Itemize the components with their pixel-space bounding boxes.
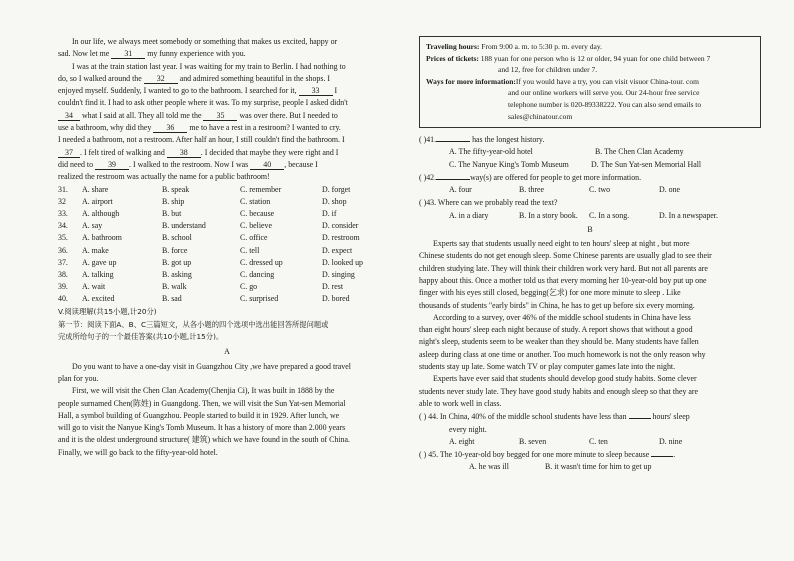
passage-a-line: Do you want to have a one-day visit in Guangzhou City ,we have prepared a good travel [72, 361, 351, 371]
option-d[interactable]: D. forget [322, 184, 351, 194]
cloze-passage-line: enjoyed myself. Suddenly, I wanted to go to the bathroom. I searched for it, 33 I [58, 86, 338, 96]
cloze-passage-line: sad. Now let me 31 my funny experience with you. [58, 49, 246, 59]
option-a[interactable]: A. The fifty-year-old hotel [449, 147, 533, 157]
q43-options-row [419, 210, 761, 222]
right-column [419, 36, 761, 474]
option-a[interactable]: A. excited [82, 294, 115, 304]
option-c[interactable]: C. dancing [240, 269, 275, 279]
option-a[interactable]: A. four [449, 185, 472, 195]
passage-a-label: A [224, 347, 230, 357]
cloze-blank[interactable]: 40 [250, 160, 284, 170]
choice-row: 33. A. although B. but C. because D. if [58, 208, 396, 220]
cloze-passage-line: In our life, we always meet somebody or something that makes us excited, happy or [72, 37, 338, 46]
passage-b-line: finger with his eyes still closed, begging(乞求) for one more minute to sleep . Like [419, 288, 681, 298]
cloze-blank[interactable]: 34 [58, 111, 80, 121]
option-b[interactable]: B. seven [519, 436, 547, 446]
cloze-blank[interactable]: 39 [95, 160, 129, 170]
option-c[interactable]: C. surprised [240, 294, 279, 304]
info-ways: Ways for more information:If you would have a try, you can visit visuor China-tour. com [426, 76, 699, 86]
travel-info-box [419, 36, 761, 128]
passage-b-label: B [587, 224, 593, 234]
option-d[interactable]: D. rest [322, 282, 344, 292]
passage-a-line: will go to visit the Nanyue King's Tomb Museum. It has a history of more than 2.000 years [58, 423, 346, 433]
question-44-cont: every night. [449, 424, 487, 434]
passage-a-line: and it is the oldest underground structure( 建筑) which we have found in the south of China. [58, 435, 350, 445]
q45-options-row [419, 461, 761, 473]
passage-b-line: students never study late. They have good study habits and enough sleep so that they are [419, 386, 699, 396]
question-43: ( )43. Where can we probably read the text? [419, 198, 558, 208]
cloze-blank[interactable]: 37 [58, 148, 80, 158]
option-b[interactable]: B. force [162, 245, 188, 255]
option-d[interactable]: D. looked up [322, 257, 363, 267]
cloze-passage-line: use a bathroom, why did they 36 me to have a rest in a restroom? I wanted to cry. [58, 123, 341, 133]
option-a[interactable]: A. although [82, 208, 120, 218]
cloze-passage-line: couldn't find it. I had to ask other people where it was. To my surprise, people I asked didn't [58, 98, 348, 108]
option-c[interactable]: C. dressed up [240, 257, 283, 267]
option-b[interactable]: B. understand [162, 221, 206, 231]
choice-row: 38. A. talking B. asking C. dancing D. singing [58, 269, 396, 281]
choice-row: 34. A. say B. understand C. believe D. consider [58, 220, 396, 232]
passage-b-line: students stay up late. Some watch TV or play computer games late into the night. [419, 362, 676, 372]
choice-row: 35. A. bathroom B. school C. office D. restroom [58, 232, 396, 244]
passage-a-line: Hall, a symbol building of Guangzhou. People started to build it in 1929. After lunch, we [58, 410, 340, 420]
option-a[interactable]: A. gave up [82, 257, 117, 267]
cloze-passage-line: realized the restroom was actually the name for a public bathroom! [58, 172, 270, 182]
choice-row: 40. A. excited B. sad C. surprised D. bored [58, 293, 396, 305]
option-b[interactable]: B. The Chen Clan Academy [595, 147, 684, 157]
option-a[interactable]: A. in a diary [449, 210, 489, 220]
cloze-blank[interactable]: 36 [153, 123, 187, 133]
passage-a-line: First, we will visit the Chen Clan Academy(Chenjia Ci), It was built in 1888 by the [72, 386, 335, 396]
option-a[interactable]: A. eight [449, 436, 475, 446]
passage-a-line: people surnamed Chen(陈姓) in Guangdong. Then, we will visit the Sun Yat-sen Memorial [58, 398, 346, 408]
option-c[interactable]: C. remember [240, 184, 282, 194]
cloze-blank[interactable]: 33 [299, 86, 333, 96]
option-d[interactable]: D. one [659, 185, 681, 195]
info-ways-cont: and our online workers will serve you. Our 24-hour free service [508, 88, 700, 98]
choice-row: 32 A. airport B. ship C. station D. shop [58, 196, 396, 208]
option-c[interactable]: C. two [589, 185, 611, 195]
option-b[interactable]: B. speak [162, 184, 190, 194]
option-c[interactable]: C. station [240, 196, 271, 206]
passage-b-line: children studying late. They will think their children work very hard. But not all parents are [419, 263, 708, 273]
cloze-passage-line: I was at the train station last year. I was waiting for my train to Berlin. I had nothing to [72, 61, 346, 71]
section-instruction: 第一节：阅读下面A、B、C三篇短文，从各小题的四个选项中选出能回答所提问题或 [58, 319, 329, 329]
section-title: V.阅读理解(共15小题,计20分) [58, 307, 157, 317]
option-c[interactable]: C. because [240, 208, 275, 218]
passage-a-line: Finally, we will go back to the fifty-year-old hotel. [58, 447, 218, 457]
passage-b-line: asleep during class at one time or another. Too much homework is not the only reason why [419, 349, 706, 359]
option-a[interactable]: A. make [82, 245, 109, 255]
option-c[interactable]: C. go [240, 282, 258, 292]
passage-b-line: night's sleep, students seem to be weaker than they should be. Many students have fallen [419, 337, 699, 347]
passage-b-line: Chinese students do not get enough sleep. Some Chinese parents are usually glad to see their [419, 251, 712, 261]
option-a[interactable]: A. wait [82, 282, 106, 292]
option-a[interactable]: A. bathroom [82, 233, 122, 243]
option-a[interactable]: A. talking [82, 269, 114, 279]
cloze-passage-line: did need to 39 . I walked to the restroom. Now I was 40 , because I [58, 159, 318, 169]
answer-blank[interactable] [436, 141, 470, 142]
info-email[interactable]: sales@chinatour.com [508, 111, 573, 121]
option-b[interactable]: B. three [519, 185, 544, 195]
option-c[interactable]: C. office [240, 233, 268, 243]
option-d[interactable]: D. if [322, 208, 337, 218]
cloze-blank[interactable]: 32 [144, 74, 178, 84]
travel-hours: Traveling hours: From 9:00 a. m. to 5:30 p. m. every day. [426, 42, 603, 51]
option-b[interactable]: B. got up [162, 257, 192, 267]
option-b[interactable]: B. In a story book. [519, 210, 578, 220]
cloze-blank[interactable]: 31 [111, 49, 145, 59]
option-b[interactable]: B. school [162, 233, 192, 243]
option-d[interactable]: D. consider [322, 221, 359, 231]
q42-options-row [419, 184, 761, 196]
left-column [58, 36, 396, 459]
question-41: ( )41. has the longest history. [419, 135, 545, 145]
info-ways-cont: telephone number is 020-89338222. You can also send emails to [508, 99, 702, 109]
option-a[interactable]: A. he was ill [469, 462, 509, 472]
choice-row: 31. A. share B. speak C. remember D. forget [58, 184, 396, 196]
choice-row: 36. A. make B. force C. tell D. expect [58, 245, 396, 257]
passage-b-line: thousands of students "early birds" in China, he has to get up before six every morning. [419, 300, 695, 310]
cloze-blank[interactable]: 38 [167, 148, 201, 158]
passage-b-line: Experts have ever said that students should develop good study habits. Some clever [433, 374, 697, 384]
option-c[interactable]: C. ten [589, 436, 608, 446]
option-c[interactable]: C. The Nanyue King's Tomb Museum [449, 159, 569, 169]
q41-options-row [419, 146, 761, 158]
option-c[interactable]: C. believe [240, 221, 272, 231]
question-44: ( ) 44. In China, 40% of the middle school students have less than hours' sleep [419, 412, 690, 422]
option-b[interactable]: B. but [162, 208, 182, 218]
question-42: ( )42. way(s) are offered for people to get more information. [419, 172, 642, 182]
cloze-passage-line: I needed a bathroom, not a restroom. After half an hour, I still couldn't find the bathroom. I [58, 135, 345, 145]
option-c[interactable]: C. In a song. [589, 210, 630, 220]
q44-options-row [419, 436, 761, 448]
option-b[interactable]: B. asking [162, 269, 192, 279]
ticket-prices-cont: and 12, free for children under 7. [498, 65, 598, 75]
passage-a-line: plan for you. [58, 373, 99, 383]
option-a[interactable]: A. share [82, 184, 109, 194]
option-d[interactable]: D. singing [322, 269, 355, 279]
passage-b-line: happy about this. Once a mother told us that every morning her 10-year-old boy put up one [419, 275, 707, 285]
cloze-passage-line: 34 what I said at all. They all told me the 35 was over there. But I needed to [58, 110, 396, 122]
choice-row: 39. A. wait B. walk C. go D. rest [58, 281, 396, 293]
option-b[interactable]: B. walk [162, 282, 187, 292]
option-a[interactable]: A. airport [82, 196, 113, 206]
option-a[interactable]: A. say [82, 221, 103, 231]
cloze-passage-line: do, so I walked around the 32 and admired something beautiful in the shops. I [58, 73, 331, 83]
section-instruction: 完成所给句子的一个最佳答案(共10小题,计15分)。 [58, 332, 224, 342]
option-d[interactable]: D. nine [659, 436, 683, 446]
option-d[interactable]: D. shop [322, 196, 347, 206]
passage-b-line: Experts say that students usually need eight to ten hours' sleep at night , but more [433, 239, 690, 249]
option-d[interactable]: D. expect [322, 245, 353, 255]
passage-b-line: According to a survey, over 46% of the middle school students in China have less [433, 312, 691, 322]
option-d[interactable]: D. restroom [322, 233, 360, 243]
cloze-blank[interactable]: 35 [203, 111, 237, 121]
option-d[interactable]: D. bored [322, 294, 350, 304]
passage-b-line: able to work well in class. [419, 398, 502, 408]
option-d[interactable]: D. In a newspaper. [659, 210, 718, 220]
choice-row: 37. A. gave up B. got up C. dressed up D. looked up [58, 257, 396, 269]
answer-blank[interactable] [629, 418, 651, 419]
cloze-passage-line: 37 . I felt tired of walking and 38 . I decided that maybe they were right and I [58, 147, 396, 159]
passage-b-line: than eight hours' sleep each night because of study. A report shows that without a good [419, 325, 693, 335]
answer-blank[interactable] [651, 456, 673, 457]
option-c[interactable]: C. tell [240, 245, 260, 255]
option-b[interactable]: B. sad [162, 294, 182, 304]
question-45: ( ) 45. The 10-year-old boy begged for one more minute to sleep because . [419, 450, 676, 460]
q41-options-row [419, 159, 761, 171]
cloze-choices [58, 184, 396, 306]
ticket-prices: Prices of tickets: 188 yuan for one person who is 12 or older, 94 yuan for one child between 7 [426, 53, 711, 63]
answer-blank[interactable] [436, 179, 470, 180]
option-b[interactable]: B. it wasn't time for him to get up [545, 462, 652, 472]
option-d[interactable]: D. The Sun Yat-sen Memorial Hall [591, 159, 702, 169]
option-b[interactable]: B. ship [162, 196, 185, 206]
